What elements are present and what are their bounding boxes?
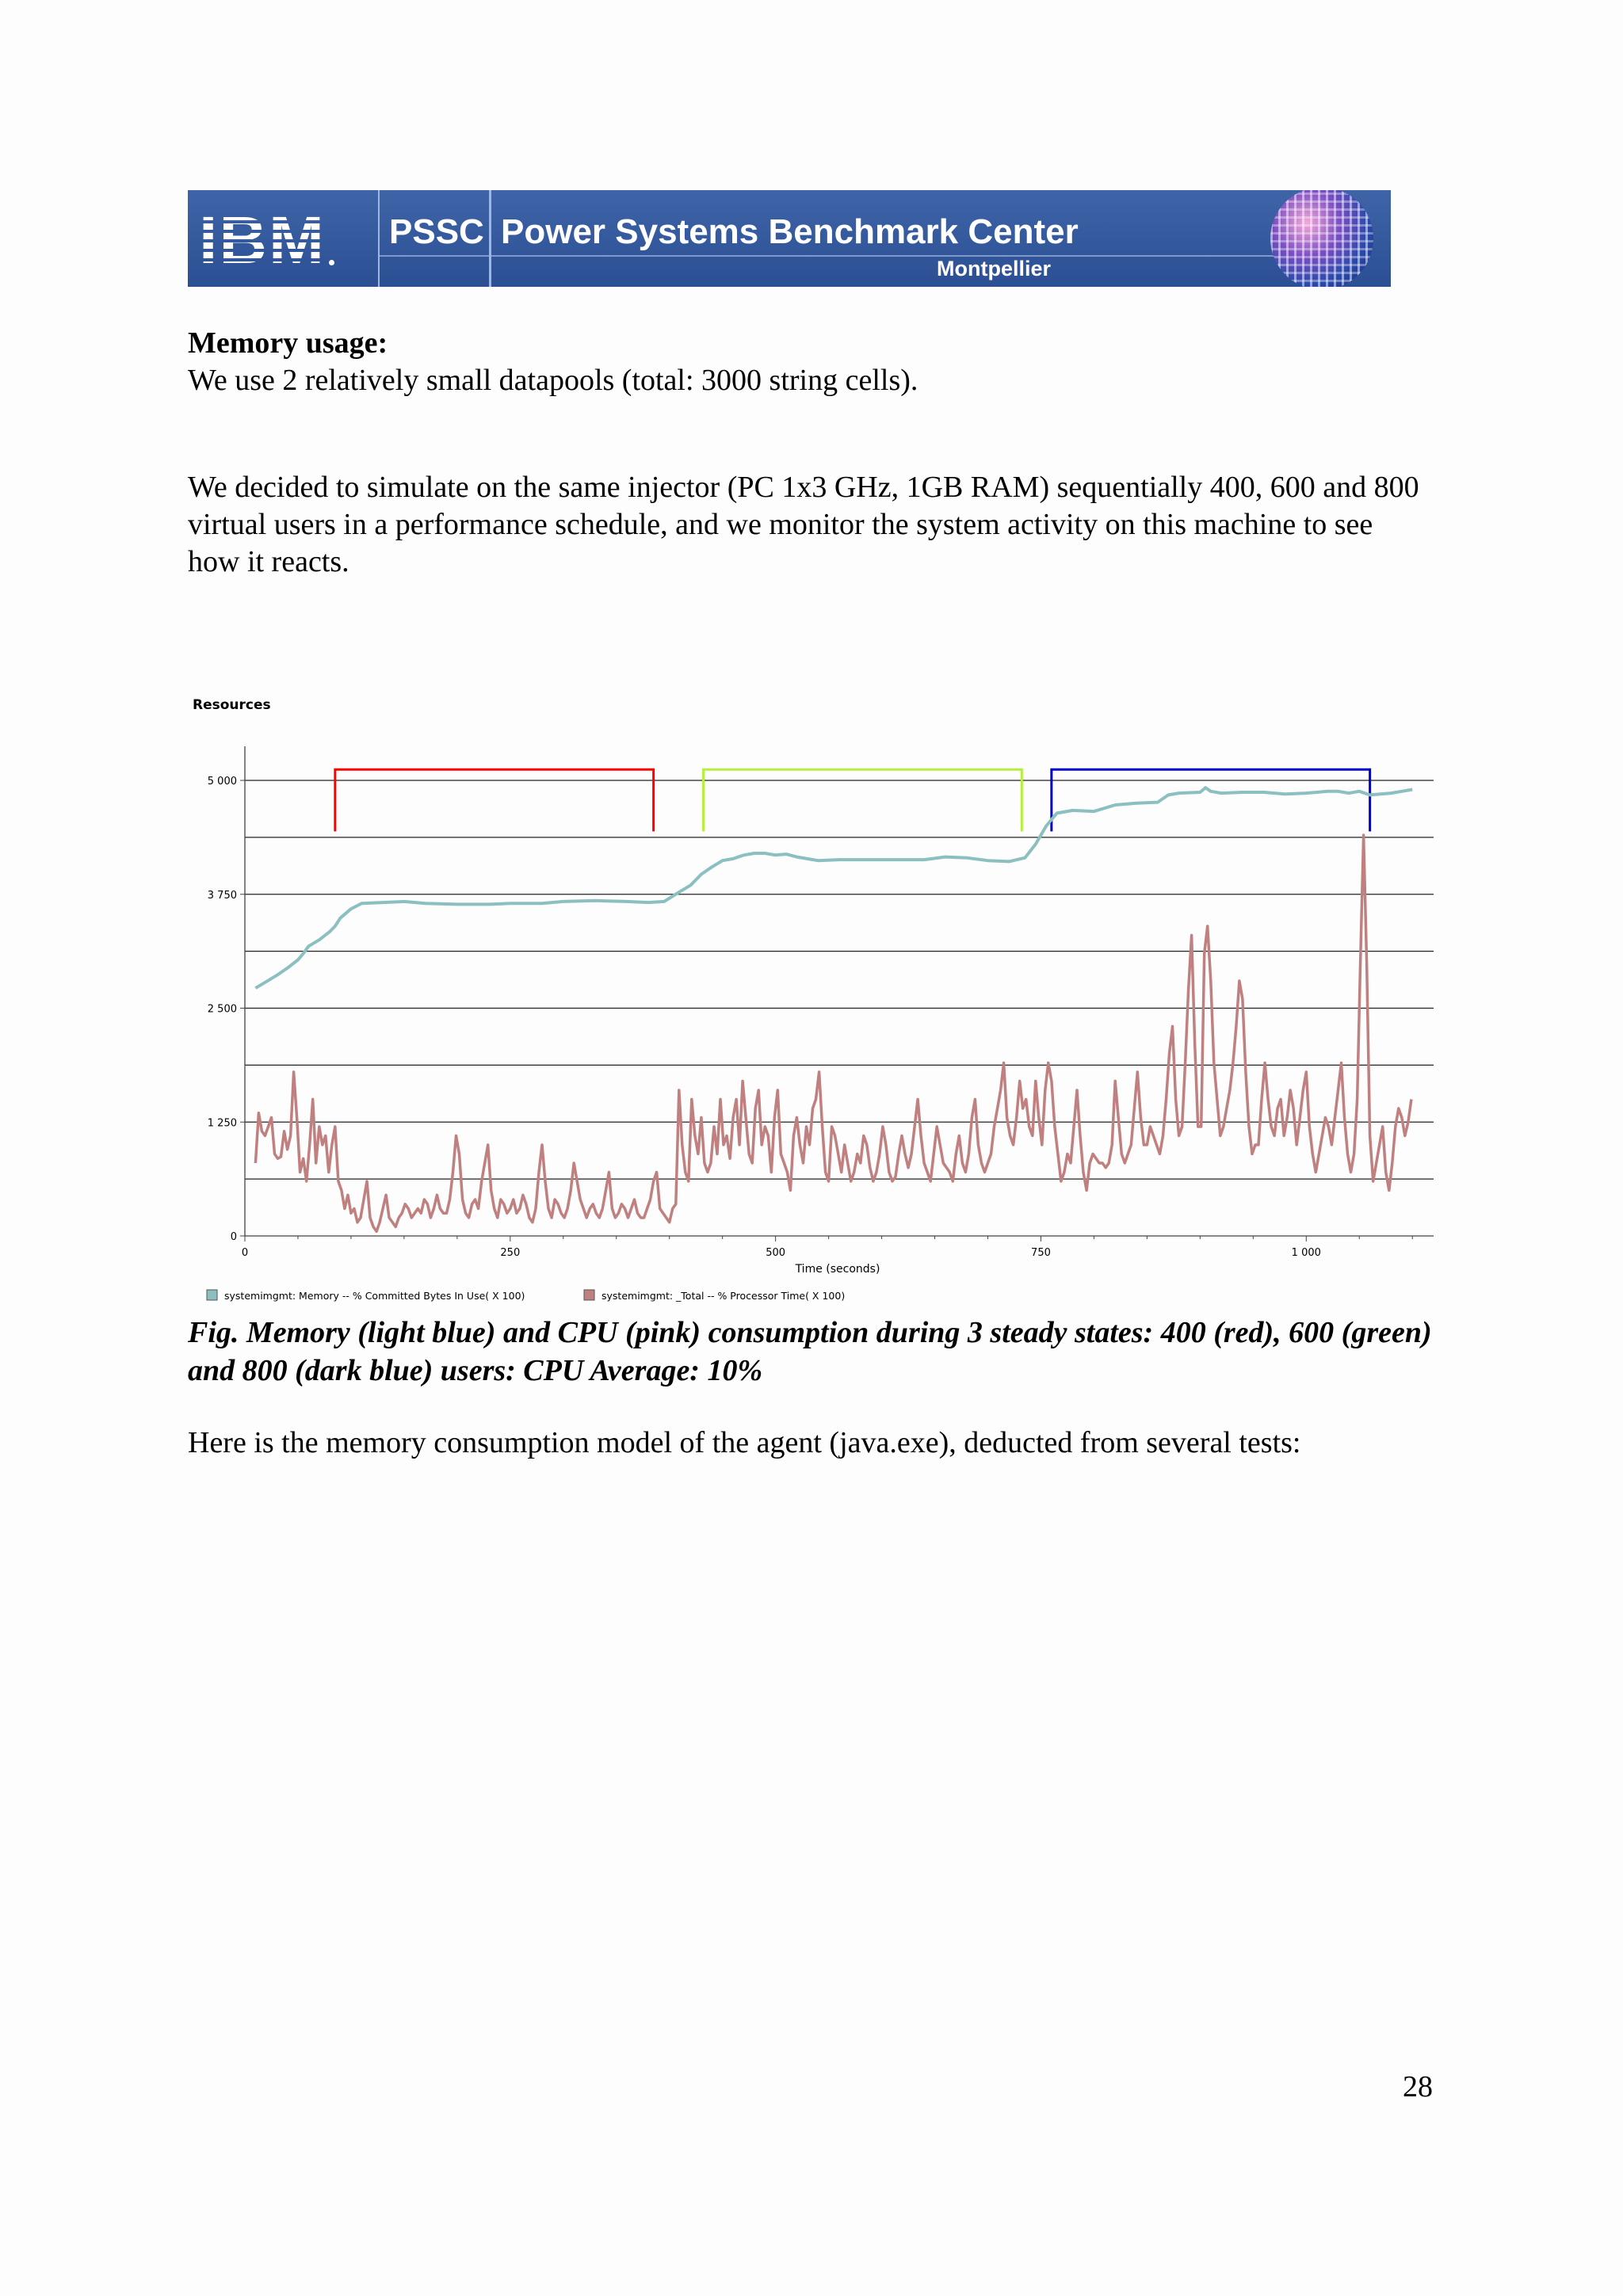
steady-state-bracket — [1052, 769, 1370, 831]
banner-subtitle: Montpellier — [937, 257, 1052, 280]
banner-rule — [378, 255, 1361, 257]
chart-series — [255, 788, 1412, 1231]
pssc-label: PSSC — [389, 212, 484, 251]
chart-grid — [245, 780, 1434, 1179]
x-tick-label: 500 — [766, 1247, 786, 1259]
x-axis-label: Time (seconds) — [795, 1263, 880, 1276]
y-tick-label: 5 000 — [207, 776, 237, 788]
legend-label: systemimgmt: _Total -- % Processor Time( X 100) — [601, 1290, 846, 1302]
page-number: 28 — [1403, 2070, 1433, 2103]
x-tick-label: 1 000 — [1291, 1247, 1321, 1259]
banner-title: Power Systems Benchmark Center — [501, 212, 1079, 251]
simulation-paragraph: We decided to simulate on the same injector (PC 1x3 GHz, 1GB RAM) sequentially 400, 600 and 800 virtual users in a performance schedule, and we monitor the system activity on this machine to see how it reacts. — [188, 471, 1419, 578]
header-banner — [188, 190, 1391, 287]
chart-axes — [208, 746, 1434, 1259]
banner-divider — [489, 190, 491, 287]
steady-state-bracket — [704, 769, 1022, 831]
y-tick-label: 2 500 — [207, 1003, 237, 1016]
ibm-logo-dot — [329, 260, 334, 265]
chart-legend — [207, 1290, 845, 1302]
y-tick-label: 1 250 — [207, 1117, 237, 1130]
y-tick-label: 0 — [230, 1231, 237, 1243]
ibm-logo: IBM — [199, 203, 326, 277]
globe-icon — [1270, 190, 1373, 287]
ibm-logo-cell — [188, 190, 380, 287]
agent-memory-paragraph: Here is the memory consumption model of the agent (java.exe), deducted from several tests: — [188, 1426, 1301, 1459]
steady-state-brackets — [335, 769, 1370, 831]
legend-label: systemimgmt: Memory -- % Committed Bytes In Use( X 100) — [224, 1290, 525, 1302]
figure-caption: Fig. Memory (light blue) and CPU (pink) consumption during 3 steady states: 400 (red), 600 (green) and 800 (dark blue) users: CPU Average: 10% — [188, 1316, 1432, 1387]
x-tick-label: 750 — [1031, 1247, 1051, 1259]
memory-series-line — [255, 788, 1412, 988]
y-tick-label: 3 750 — [207, 889, 237, 902]
legend-swatch — [584, 1290, 594, 1300]
section-heading: Memory usage: — [188, 326, 388, 360]
chart-title: Resources — [193, 697, 271, 713]
x-tick-label: 0 — [241, 1247, 249, 1259]
resources-chart — [188, 689, 1440, 1307]
steady-state-bracket — [335, 769, 654, 831]
memory-section — [188, 325, 1424, 399]
x-tick-label: 250 — [500, 1247, 521, 1259]
datapools-text: We use 2 relatively small datapools (total: 3000 string cells). — [188, 364, 918, 397]
legend-swatch — [207, 1290, 217, 1300]
